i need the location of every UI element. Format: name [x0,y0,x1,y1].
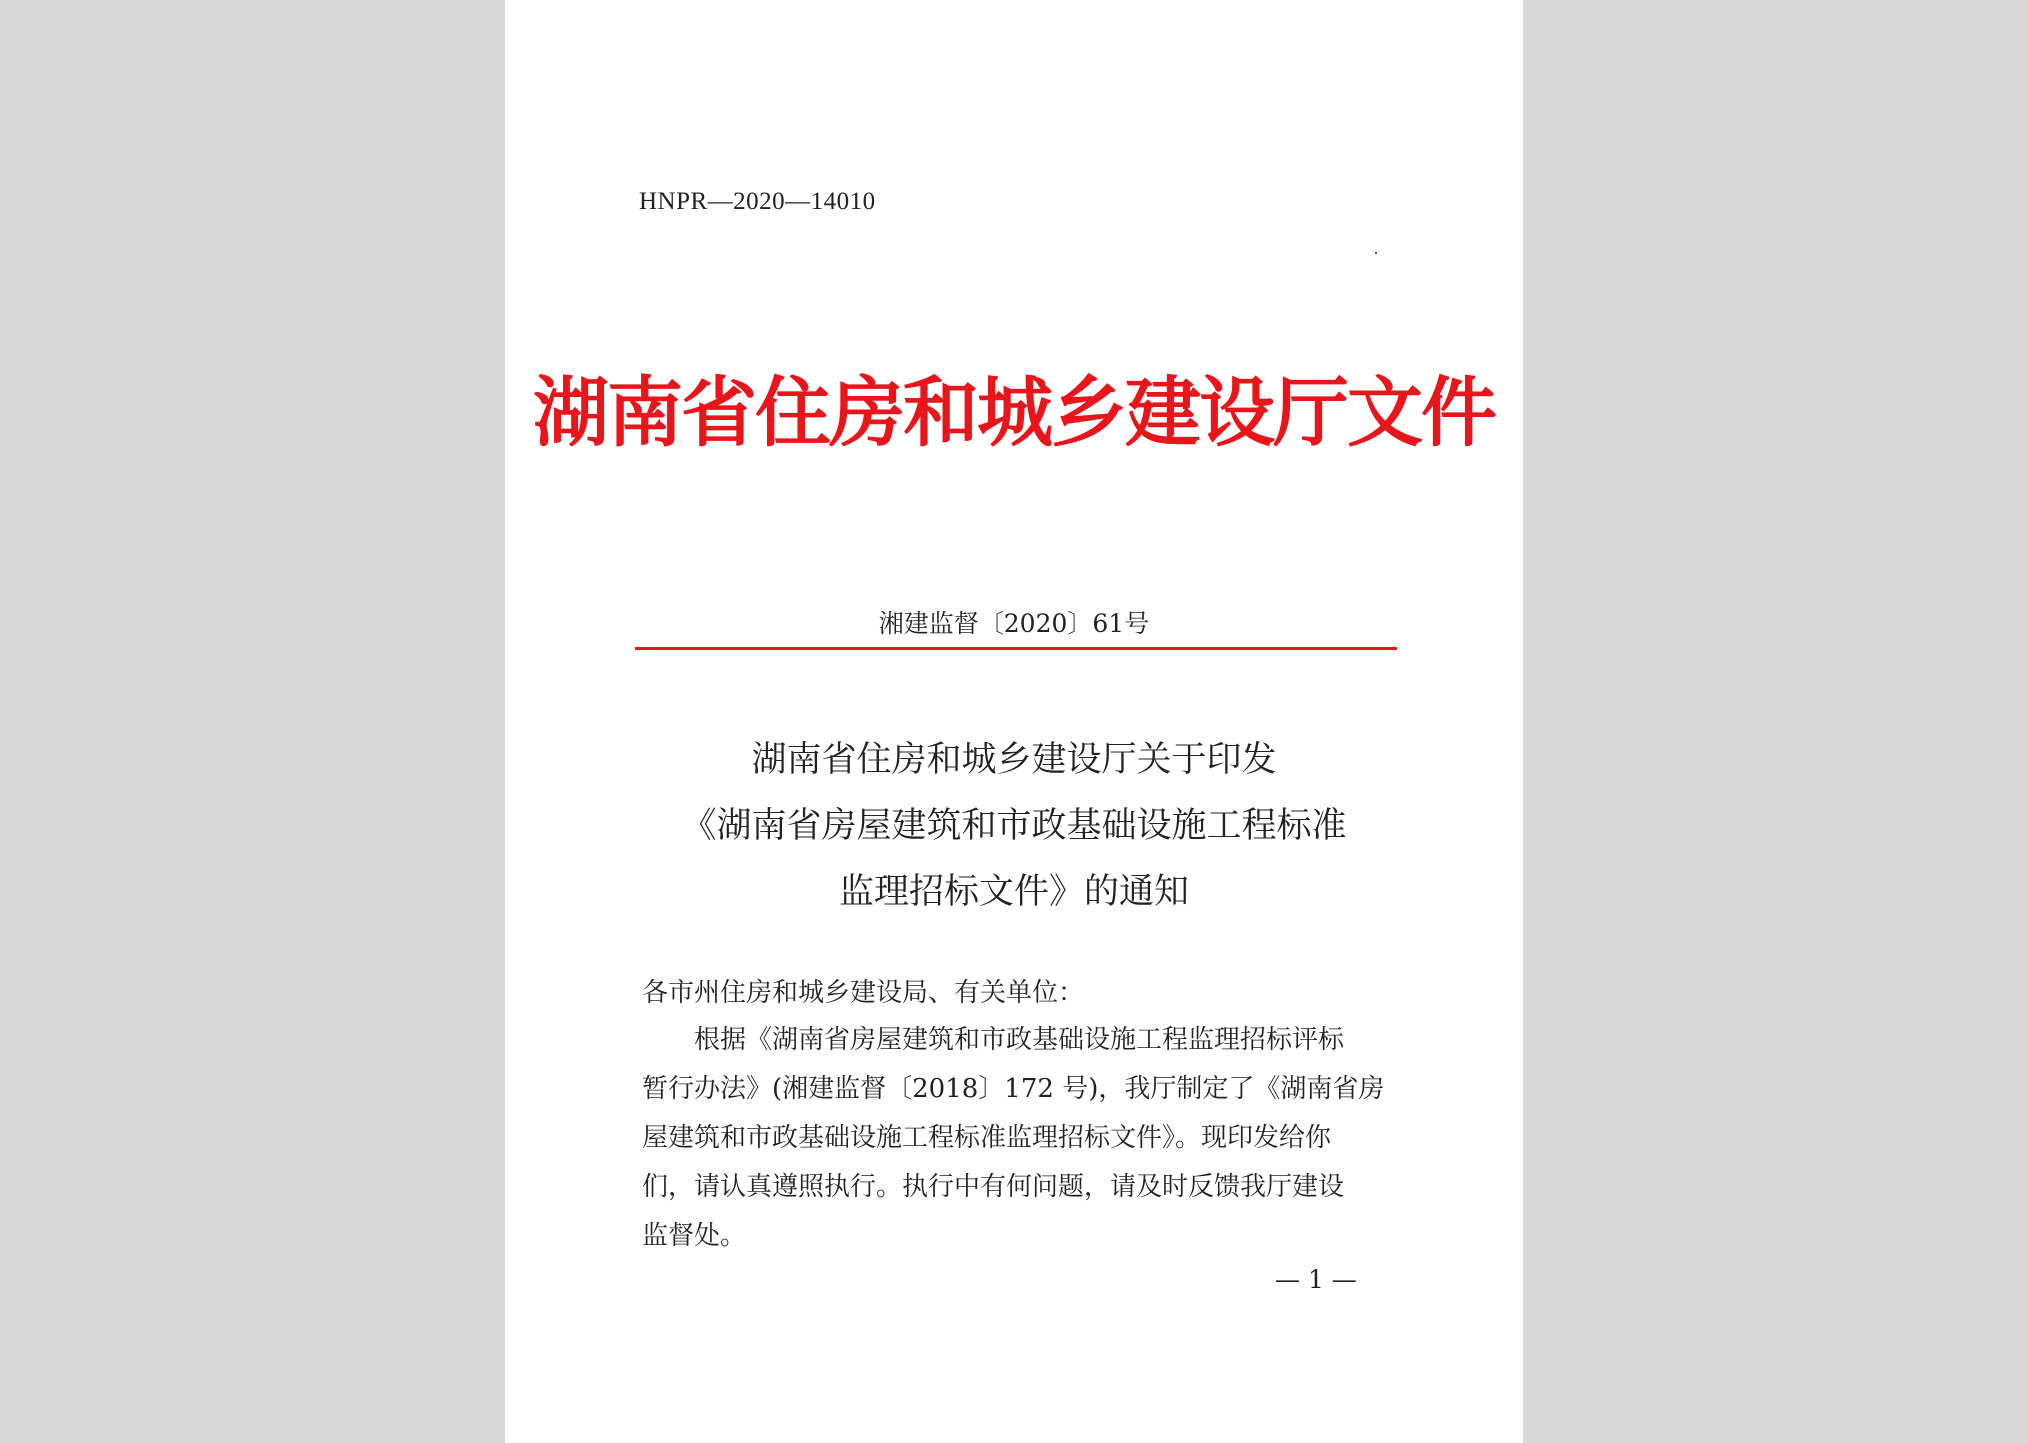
scan-speck [1375,252,1377,254]
page-number: — 1 — [1275,1265,1357,1294]
title-line-1: 湖南省住房和城乡建设厅关于印发 [751,740,1277,780]
document-number: 湘建监督〔2020〕61号 [878,609,1150,638]
document-page [505,0,1523,1443]
document-title [505,727,1523,925]
body-paragraph [642,1016,1402,1261]
body-line-4: 们，请认真遵照执行。执行中有何问题，请及时反馈我厅建设 [642,1172,1345,1202]
body-line-5: 监督处。 [642,1221,747,1251]
document-code: HNPR—2020—14010 [639,188,876,215]
red-divider-line [635,647,1397,650]
body-line-1: 根据《湖南省房屋建筑和市政基础设施工程监理招标评标 [642,1025,1345,1055]
body-line-3: 屋建筑和市政基础设施工程标准监理招标文件》。现印发给你 [642,1123,1332,1153]
title-line-3: 监理招标文件》的通知 [838,872,1189,912]
masthead-title: 湖南省住房和城乡建设厅文件 [533,368,1495,457]
salutation: 各市州住房和城乡建设局、有关单位： [642,978,1085,1008]
body-line-2: 暂行办法》(湘建监督〔2018〕172 号)，我厅制定了《湖南省房 [642,1074,1385,1104]
title-line-2: 《湖南省房屋建筑和市政基础设施工程标准 [681,806,1347,846]
